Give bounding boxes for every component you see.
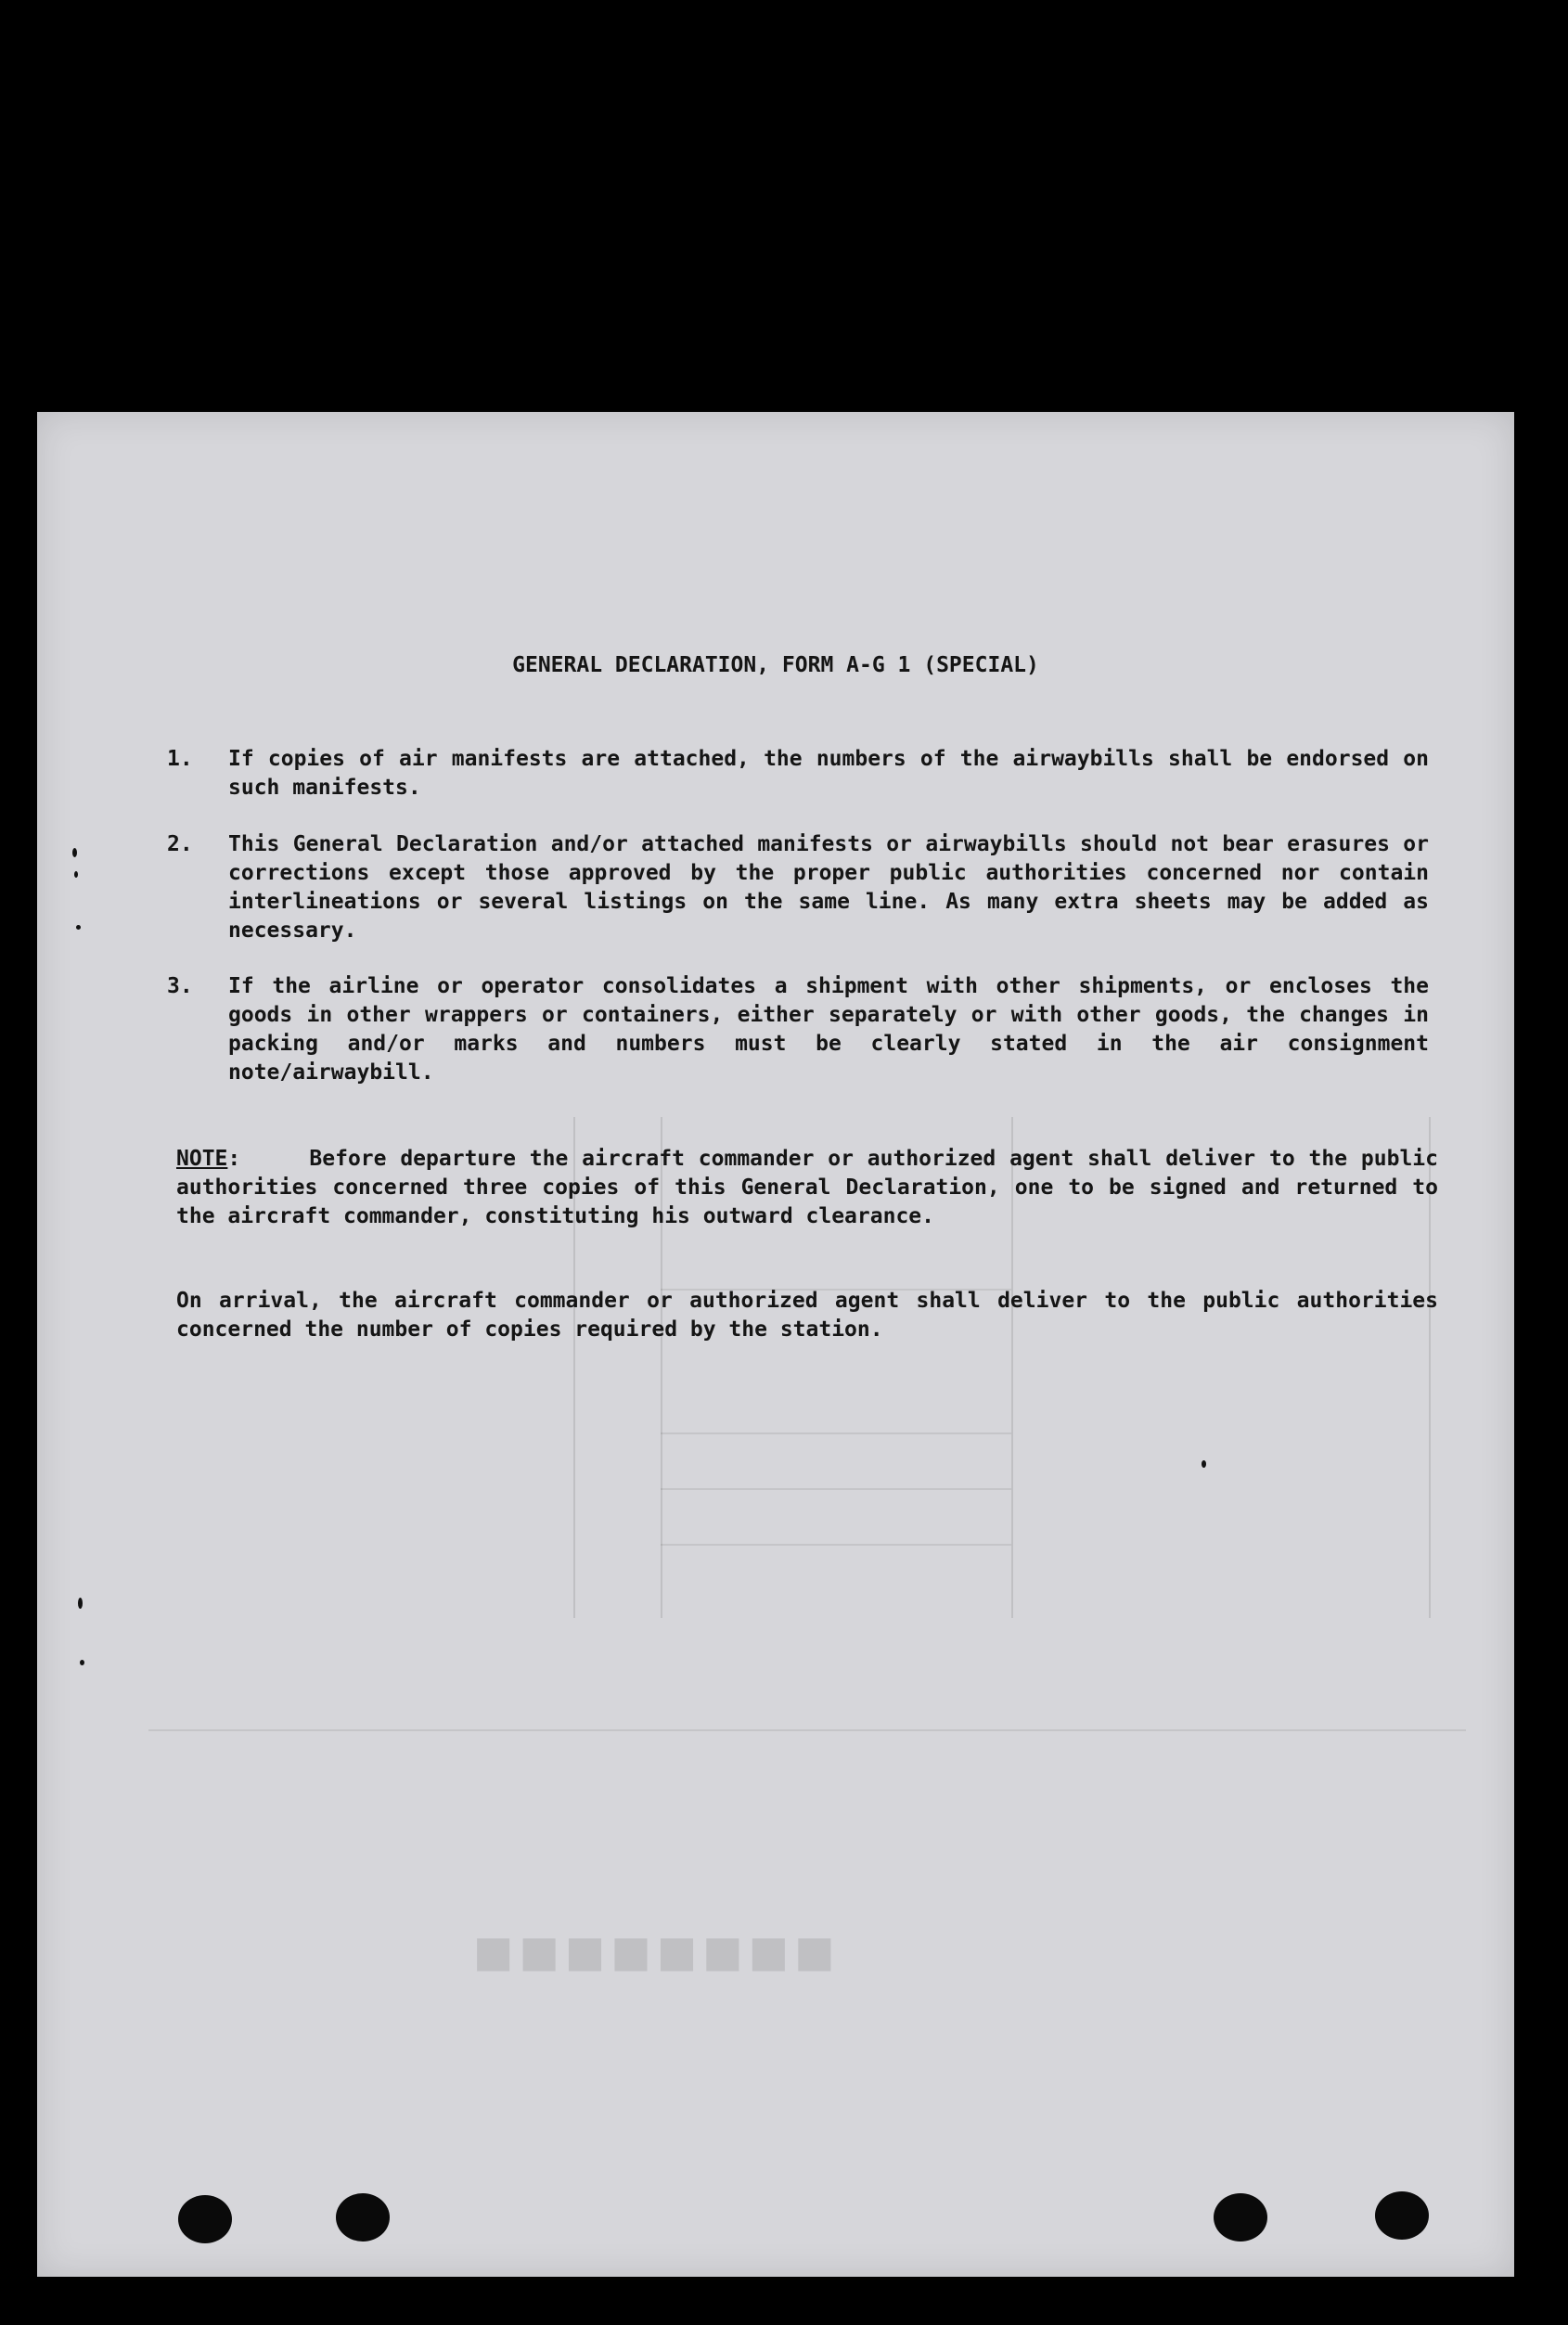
- punch-hole: [178, 2195, 232, 2243]
- punch-hole: [336, 2193, 390, 2242]
- bleed-through-rule: [148, 1729, 1466, 1731]
- item-text: This General Declaration and/or attached manifests or airwaybills should not bear erasures or corrections except those approved by the proper public authorities concerned nor contain interlineations or several listings on the same line. As many extra sheets may be added as necessary.: [228, 832, 1429, 943]
- bleed-through-rule: [661, 1432, 1011, 1434]
- scan-speck: [74, 871, 78, 878]
- item-number: 2.: [167, 832, 193, 856]
- scan-speck: [1202, 1460, 1206, 1468]
- scan-speck: [78, 1598, 83, 1609]
- scan-speck: [72, 848, 77, 857]
- item-text: If the airline or operator consolidates a shipment with other shipments, or encloses the goods in other wrappers or containers, either separately or with other goods, the changes in packing and/or marks and numbers must be clearly stated in the air consignment note/airwaybill.: [228, 974, 1429, 1085]
- bleed-through-rule: [661, 1488, 1011, 1490]
- punch-hole: [1375, 2191, 1429, 2240]
- instruction-item-2: [167, 830, 1429, 945]
- item-text: If copies of air manifests are attached, the numbers of the airwaybills shall be endorsed on such manifests.: [228, 747, 1429, 800]
- item-number: 3.: [167, 974, 193, 998]
- document-page: [37, 412, 1514, 2277]
- departure-note: NOTE: Before departure the aircraft commander or authorized agent shall deliver to the public authorities concerned three copies of this General Declaration, one to be signed and returned to the aircraft commander, constituting his outward clearance.: [176, 1147, 1438, 1228]
- instruction-item-3: [167, 972, 1429, 1087]
- scan-speck: [76, 925, 81, 930]
- arrival-text: On arrival, the aircraft commander or authorized agent shall deliver to the public authorities concerned the number of copies required by the station.: [176, 1289, 1438, 1342]
- punch-hole: [1214, 2193, 1267, 2242]
- bleed-through-heading: ■■■■■■■■: [473, 1933, 841, 1984]
- arrival-note: [176, 1287, 1438, 1344]
- bleed-through-rule: [661, 1544, 1011, 1546]
- item-number: 1.: [167, 747, 193, 771]
- scan-speck: [80, 1660, 84, 1665]
- instruction-item-1: [167, 745, 1429, 803]
- document-title: GENERAL DECLARATION, FORM A-G 1 (SPECIAL): [512, 653, 1039, 677]
- note-label: NOTE: [176, 1147, 228, 1171]
- note-text: Before departure the aircraft commander or authorized agent shall deliver to the public authorities concerned three copies of this General Declaration, one to be signed and returned to the aircraft commander, constituting his outward clearance.: [176, 1147, 1438, 1228]
